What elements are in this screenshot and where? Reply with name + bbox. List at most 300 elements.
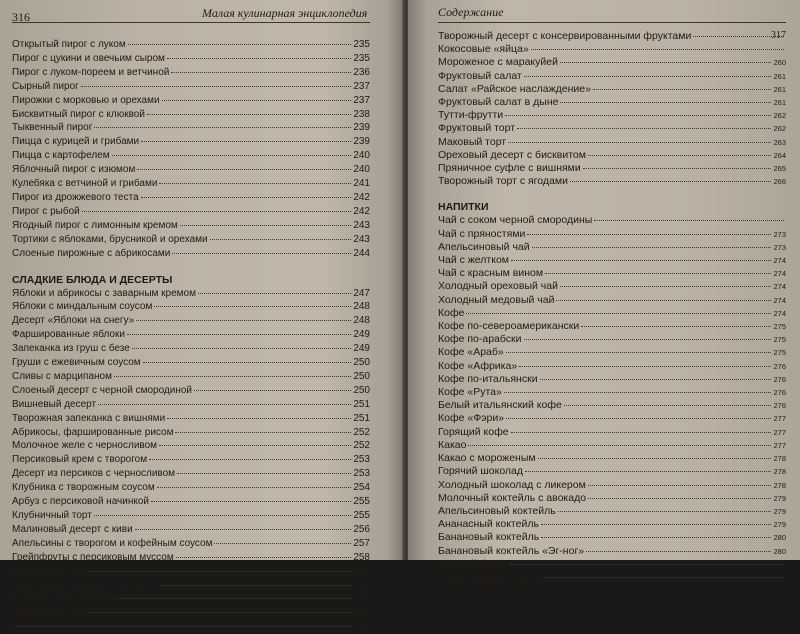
left-entries-desserts	[12, 287, 370, 634]
toc-entry-page: 254	[353, 481, 370, 495]
toc-entry-page: 239	[353, 135, 370, 149]
toc-entry-page: 239	[353, 121, 370, 135]
toc-entry-title: Пирог с рыбой	[12, 205, 80, 219]
toc-entry-title: Арбуз с персиковой начинкой	[12, 495, 149, 509]
toc-entry	[438, 545, 786, 558]
toc-entry	[12, 495, 370, 509]
dot-leader	[546, 577, 784, 578]
toc-entry	[438, 109, 786, 122]
toc-entry	[438, 162, 786, 175]
dot-leader	[141, 197, 352, 198]
toc-entry-title: Творожная запеканка с вишнями	[12, 412, 165, 426]
toc-entry-page: 278	[773, 465, 786, 478]
toc-entry-title: Запеченные бананы с творогом	[12, 579, 159, 593]
toc-entry-title: Яблоки с миндальным соусом	[12, 300, 152, 314]
toc-entry-title: Ягодный пирог с лимонным кремом	[12, 219, 178, 233]
toc-entry	[12, 38, 370, 52]
toc-entry-title: Холодный медовый чай	[438, 294, 554, 307]
dot-leader	[564, 405, 772, 406]
dot-leader	[556, 300, 771, 301]
toc-entry-title: Пирожки с морковью и орехами	[12, 94, 160, 108]
dot-leader	[531, 49, 784, 50]
dot-leader	[510, 564, 784, 565]
toc-entry-title: Кофе «Африка»	[438, 360, 517, 373]
toc-entry-page: 274	[773, 280, 786, 293]
toc-entry-page: 260	[353, 620, 370, 634]
toc-entry-title: Пицца с картофелем	[12, 149, 110, 163]
toc-entry-title: Яблочный пирог с изюмом	[12, 163, 135, 177]
toc-entry	[12, 233, 370, 247]
toc-entry	[12, 80, 370, 94]
toc-entry-page: 266	[773, 175, 786, 188]
toc-entry-title: Тутти-фрутти	[438, 109, 503, 122]
toc-entry	[12, 163, 370, 177]
toc-entry-title: Холодный шоколад с ликером	[438, 479, 586, 492]
left-running-title: Малая кулинарная энциклопедия	[202, 6, 367, 21]
toc-entry-title: Вишневый десерт	[12, 398, 96, 412]
toc-entry-page: 273	[773, 228, 786, 241]
dot-leader	[151, 501, 351, 502]
dot-leader	[167, 58, 351, 59]
toc-entry-page: 279	[773, 505, 786, 518]
toc-entry	[12, 481, 370, 495]
dot-leader	[541, 524, 772, 525]
dot-leader	[147, 114, 351, 115]
left-page	[0, 0, 404, 560]
toc-entry	[438, 412, 786, 425]
toc-entry-title: Открытый пирог с луком	[12, 38, 126, 52]
dot-leader	[81, 86, 351, 87]
dot-leader	[511, 432, 772, 433]
toc-entry-title: Клубника с творожным соусом	[12, 481, 155, 495]
toc-entry-title: Салат «Райское наслаждение»	[438, 83, 591, 96]
toc-entry	[12, 356, 370, 370]
toc-entry-title: Горящий кофе	[438, 426, 509, 439]
toc-entry-title: Банановый коктейль	[438, 531, 539, 544]
toc-entry-title: Молочное желе с черносливом	[12, 439, 157, 453]
dot-leader	[540, 379, 772, 380]
toc-entry-title: Десерт из персиков с черносливом	[12, 467, 175, 481]
dot-leader	[517, 128, 771, 129]
dot-leader	[162, 100, 352, 101]
toc-entry-title: Чай с соком черной смородины	[438, 214, 592, 227]
toc-entry-title: Персиковый крем с творогом	[12, 453, 147, 467]
toc-entry-title: Кофе	[438, 307, 464, 320]
toc-entry-title: Десерт «Яблоки на снегу»	[12, 314, 134, 328]
dot-leader	[167, 418, 351, 419]
toc-entry	[438, 280, 786, 293]
dot-leader	[588, 155, 772, 156]
toc-entry	[12, 149, 370, 163]
toc-entry	[438, 175, 786, 188]
toc-entry	[438, 122, 786, 135]
left-page-number: 316	[12, 10, 30, 25]
toc-entry	[438, 320, 786, 333]
toc-entry	[438, 96, 786, 109]
toc-entry	[438, 333, 786, 346]
toc-entry-title: Банановый коктейль «Эг-ног»	[438, 545, 584, 558]
right-page	[408, 0, 800, 560]
toc-entry	[12, 328, 370, 342]
toc-entry	[12, 620, 370, 634]
toc-entry-page: 264	[773, 149, 786, 162]
toc-entry-page: 261	[773, 96, 786, 109]
toc-entry-page: 243	[353, 233, 370, 247]
dot-leader	[558, 511, 772, 512]
dot-leader	[176, 557, 352, 558]
toc-entry-title: Кулебяка с ветчиной и грибами	[12, 177, 157, 191]
toc-entry	[12, 205, 370, 219]
toc-entry	[438, 136, 786, 149]
toc-entry	[438, 531, 786, 544]
right-entries-top	[438, 30, 786, 188]
toc-entry	[438, 386, 786, 399]
toc-entry-page: 252	[353, 439, 370, 453]
toc-entry-page: 262	[773, 109, 786, 122]
toc-entry-page: 250	[353, 384, 370, 398]
toc-entry	[12, 439, 370, 453]
toc-entry	[438, 228, 786, 241]
toc-entry	[438, 149, 786, 162]
toc-entry	[12, 551, 370, 565]
toc-entry-page: 274	[773, 307, 786, 320]
toc-entry-page: 278	[773, 479, 786, 492]
toc-entry-title: Бисквитный пирог с клюквой	[12, 108, 145, 122]
toc-entry-page: 237	[353, 80, 370, 94]
toc-entry-page: 244	[353, 247, 370, 261]
toc-entry	[12, 177, 370, 191]
left-page-header	[12, 0, 370, 23]
toc-entry-title: Слоеный десерт с черной смородиной	[12, 384, 192, 398]
toc-entry-title: Чай с красным вином	[438, 267, 543, 280]
toc-entry	[438, 70, 786, 83]
toc-entry-page: 274	[773, 267, 786, 280]
toc-entry-page: 278	[773, 452, 786, 465]
toc-entry-title: Кофе «Араб»	[438, 346, 504, 359]
dot-leader	[159, 445, 351, 446]
dot-leader	[82, 211, 352, 212]
dot-leader	[143, 362, 352, 363]
dot-leader	[198, 293, 351, 294]
toc-entry-title: Кофе по-итальянски	[438, 373, 538, 386]
toc-entry-page: 255	[353, 495, 370, 509]
dot-leader	[112, 155, 352, 156]
toc-entry-title: Слоеные пирожные с абрикосами	[12, 247, 170, 261]
toc-entry	[12, 247, 370, 261]
toc-entry-title: Грейпфруты с персиковым муссом	[12, 551, 174, 565]
toc-entry-page: 255	[353, 509, 370, 523]
toc-entry-title: Кофе по-арабски	[438, 333, 522, 346]
toc-entry-title: Малиновый десерт с киви	[12, 523, 133, 537]
toc-entry-title: Горячий шоколад	[438, 465, 523, 478]
toc-entry	[12, 579, 370, 593]
dot-leader	[508, 142, 771, 143]
toc-entry-page: 279	[773, 518, 786, 531]
toc-entry-title: Банановый торт	[12, 565, 87, 579]
toc-entry	[12, 52, 370, 66]
toc-entry-title: Кофе «Рута»	[438, 386, 502, 399]
toc-entry-title: Творожный десерт с консервированными фруктами	[438, 30, 691, 43]
dot-leader	[519, 366, 771, 367]
toc-entry-title: Фруктовый салат в дыне	[438, 96, 558, 109]
dot-leader	[525, 471, 771, 472]
toc-entry-page: 277	[773, 426, 786, 439]
dot-leader	[127, 334, 351, 335]
toc-entry-title: Яблоки и абрикосы с заварным кремом	[12, 287, 196, 301]
toc-entry	[438, 43, 786, 56]
toc-entry-title: Чай с пряностями	[438, 228, 525, 241]
dot-leader	[524, 339, 772, 340]
toc-entry	[12, 384, 370, 398]
toc-entry-page: 275	[773, 333, 786, 346]
dot-leader	[511, 260, 771, 261]
toc-entry-page: 276	[773, 399, 786, 412]
toc-entry-page: 258	[353, 565, 370, 579]
toc-entry	[438, 254, 786, 267]
toc-entry-title: Кофе «Фэри»	[438, 412, 504, 425]
toc-entry	[438, 399, 786, 412]
dot-leader	[541, 537, 771, 538]
toc-entry-title: Маковый торт	[438, 136, 506, 149]
toc-entry-page: 280	[773, 545, 786, 558]
toc-entry	[12, 342, 370, 356]
toc-entry	[12, 509, 370, 523]
dot-leader	[693, 36, 784, 37]
section-title-drinks: НАПИТКИ	[438, 200, 786, 214]
toc-entry	[438, 83, 786, 96]
toc-entry	[438, 294, 786, 307]
toc-entry-title: Фаршированные яблоки	[12, 328, 125, 342]
toc-entry	[12, 412, 370, 426]
toc-entry-page: 275	[773, 346, 786, 359]
toc-entry-title: Пряничное суфле с вишнями	[438, 162, 581, 175]
right-running-title: Содержание	[438, 5, 503, 20]
toc-entry-page: 253	[353, 453, 370, 467]
toc-entry-page: 250	[353, 356, 370, 370]
toc-entry-page: 276	[773, 360, 786, 373]
dot-leader	[466, 313, 771, 314]
dot-leader	[132, 348, 352, 349]
toc-entry-title: Апельсиновый чай	[438, 241, 530, 254]
dot-leader	[545, 273, 771, 274]
toc-entry	[438, 373, 786, 386]
toc-entry	[12, 300, 370, 314]
toc-entry-title: Белый итальянский кофе	[438, 399, 562, 412]
toc-entry	[12, 537, 370, 551]
toc-entry-page: 243	[353, 219, 370, 233]
toc-entry-title: Кофе по-североамерикански	[438, 320, 579, 333]
toc-entry-page: 235	[353, 52, 370, 66]
toc-entry-title: Клубничный коктейль	[438, 571, 544, 584]
toc-entry-title: Ананасный торт	[12, 606, 87, 620]
toc-entry-page: 263	[773, 136, 786, 149]
toc-entry-title: Пицца с курицей и грибами	[12, 135, 139, 149]
toc-entry-page: 276	[773, 386, 786, 399]
toc-entry-title: Какао с мороженым	[438, 452, 536, 465]
dot-leader	[583, 168, 772, 169]
toc-entry-title: Мороженое с маракуйей	[438, 56, 558, 69]
toc-entry	[12, 191, 370, 205]
dot-leader	[180, 225, 352, 226]
dot-leader	[593, 89, 772, 90]
toc-entry-title: Холодный ореховый чай	[438, 280, 558, 293]
toc-entry-page: 261	[773, 70, 786, 83]
toc-entry-title: Пирог с луком-пореем и ветчиной	[12, 66, 169, 80]
toc-entry-page: 241	[353, 177, 370, 191]
toc-entry	[438, 56, 786, 69]
toc-entry	[438, 492, 786, 505]
toc-entry	[12, 219, 370, 233]
dot-leader	[14, 626, 351, 627]
toc-entry-title: Пирог с цукини и овечьим сыром	[12, 52, 165, 66]
toc-entry-page: 236	[353, 66, 370, 80]
toc-entry	[12, 370, 370, 384]
right-page-number: 317	[771, 30, 786, 41]
toc-entry	[438, 267, 786, 280]
toc-entry-title: Кокосовые «яйца»	[438, 43, 529, 56]
toc-entry-title: Тыквенный пирог	[12, 121, 92, 135]
toc-entry-page: 238	[353, 108, 370, 122]
toc-entry	[12, 523, 370, 537]
toc-entry-page: 249	[353, 342, 370, 356]
dot-leader	[171, 72, 351, 73]
toc-entry	[438, 479, 786, 492]
dot-leader	[177, 473, 351, 474]
toc-entry	[438, 439, 786, 452]
toc-entry-page: 260	[773, 56, 786, 69]
dot-leader	[94, 515, 351, 516]
dot-leader	[159, 183, 351, 184]
toc-entry	[12, 467, 370, 481]
toc-entry-title: Бананы с мороженым	[12, 592, 114, 606]
toc-entry	[12, 135, 370, 149]
dot-leader	[527, 234, 771, 235]
dot-leader	[214, 543, 351, 544]
dot-leader	[506, 418, 771, 419]
dot-leader	[560, 286, 772, 287]
toc-entry-page: 277	[773, 412, 786, 425]
dot-leader	[538, 458, 772, 459]
toc-entry	[438, 465, 786, 478]
toc-entry-page: 248	[353, 300, 370, 314]
toc-entry	[12, 398, 370, 412]
toc-entry-title: Чай с желтком	[438, 254, 509, 267]
toc-entry-page: 249	[353, 328, 370, 342]
toc-entry-page: 258	[353, 579, 370, 593]
toc-entry-title: Фруктовый салат	[438, 70, 522, 83]
toc-entry	[438, 241, 786, 254]
dot-leader	[136, 320, 351, 321]
toc-entry-page: 279	[773, 492, 786, 505]
dot-leader	[505, 115, 771, 116]
dot-leader	[560, 102, 771, 103]
dot-leader	[157, 487, 352, 488]
dot-leader	[581, 326, 771, 327]
toc-entry-title: Детский боуль	[438, 558, 508, 571]
toc-entry-page: 251	[353, 412, 370, 426]
dot-leader	[506, 352, 772, 353]
dot-leader	[89, 612, 351, 613]
toc-entry-page: 275	[773, 320, 786, 333]
toc-entry-page: 253	[353, 467, 370, 481]
toc-entry-title: Пирог из дрожжевого теста	[12, 191, 139, 205]
toc-entry-page: 252	[353, 426, 370, 440]
dot-leader	[524, 76, 772, 77]
toc-entry	[438, 452, 786, 465]
dot-leader	[468, 445, 771, 446]
toc-entry-title: Сырный пирог	[12, 80, 79, 94]
section-title-desserts: СЛАДКИЕ БЛЮДА И ДЕСЕРТЫ	[12, 273, 370, 287]
toc-entry-page: 240	[353, 163, 370, 177]
toc-entry-page: 235	[353, 38, 370, 52]
dot-leader	[89, 571, 351, 572]
toc-entry-page: 248	[353, 314, 370, 328]
toc-entry-page: 251	[353, 398, 370, 412]
toc-entry-page: 242	[353, 191, 370, 205]
toc-entry-page: 256	[353, 523, 370, 537]
dot-leader	[504, 392, 772, 393]
toc-entry-title: Апельсины с творогом и кофейным соусом	[12, 537, 212, 551]
toc-entry-title: Ореховый десерт с бисквитом	[438, 149, 586, 162]
dot-leader	[149, 459, 351, 460]
toc-entry	[12, 108, 370, 122]
dot-leader	[161, 585, 351, 586]
dot-leader	[532, 247, 772, 248]
toc-entry	[12, 94, 370, 108]
toc-entry	[12, 314, 370, 328]
toc-entry	[438, 505, 786, 518]
dot-leader	[116, 598, 352, 599]
right-page-header	[438, 0, 786, 23]
toc-entry	[12, 66, 370, 80]
dot-leader	[194, 390, 351, 391]
toc-entry	[438, 346, 786, 359]
toc-entry-page: 257	[353, 537, 370, 551]
toc-entry-page: 274	[773, 294, 786, 307]
dot-leader	[175, 432, 351, 433]
dot-leader	[588, 498, 771, 499]
toc-entry	[438, 571, 786, 584]
dot-leader	[210, 239, 352, 240]
toc-entry-page: 277	[773, 439, 786, 452]
toc-entry	[438, 518, 786, 531]
toc-entry-page: 273	[773, 241, 786, 254]
dot-leader	[586, 551, 771, 552]
toc-entry-page: 262	[773, 122, 786, 135]
toc-entry	[12, 121, 370, 135]
toc-entry-page: 247	[353, 287, 370, 301]
dot-leader	[137, 169, 351, 170]
dot-leader	[98, 404, 351, 405]
toc-entry	[438, 307, 786, 320]
toc-entry-title: Творожный торт с ягодами	[438, 175, 568, 188]
toc-entry-title: Запеканка из груш с безе	[12, 342, 130, 356]
toc-entry	[438, 214, 786, 227]
toc-entry-page: 242	[353, 205, 370, 219]
toc-entry	[12, 426, 370, 440]
toc-entry-page: 237	[353, 94, 370, 108]
dot-leader	[114, 376, 351, 377]
dot-leader	[141, 141, 351, 142]
toc-entry	[438, 360, 786, 373]
dot-leader	[154, 306, 351, 307]
toc-entry-title: Клубничный торт	[12, 509, 92, 523]
toc-entry-title: Ананасный коктейль	[438, 518, 539, 531]
toc-entry-page: 261	[773, 83, 786, 96]
toc-entry-page: 250	[353, 370, 370, 384]
toc-entry-page: 274	[773, 254, 786, 267]
dot-leader	[94, 127, 351, 128]
